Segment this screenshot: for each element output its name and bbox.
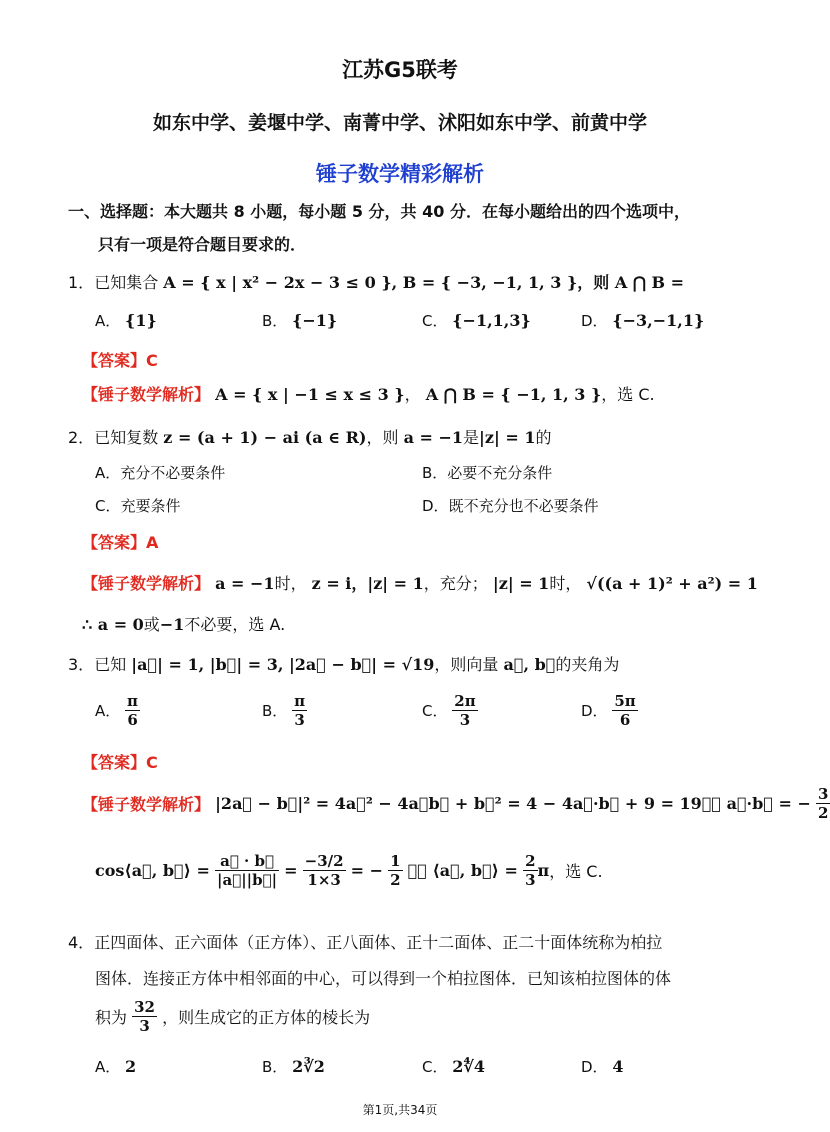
option-b: B．必要不充分条件 [422, 464, 553, 482]
page-title: 江苏G5联考 [342, 58, 458, 82]
school-list: 如东中学、姜堰中学、南菁中学、沭阳如东中学、前黄中学 [152, 112, 647, 134]
option-c: C． {−1,1,3} [422, 311, 531, 330]
option-d: D． 4 [581, 1057, 624, 1076]
analysis-line-2: cos⟨a⃗, b⃗⟩ = $\frac{a⃗ \cdot b⃗}{|a⃗||b⃗|}$ = $\frac{-3/2}{1\times 3}$ = − $\frac{1}{2}$ ，∴ ⟨a⃗, b⃗⟩ = $\frac{2}{3}$ π，选 C. [95, 852, 603, 889]
question-4-stem-line3: 积为 $\frac{32}{3}$ ，则生成它的正方体的棱长为 [95, 998, 371, 1035]
option-c: C．充要条件 [95, 497, 181, 515]
answer-line: 【答案】A [82, 533, 159, 552]
analysis-tag: 【锤子数学解析】 [82, 385, 211, 404]
option-d: D． $\frac{5\pi}{6}$ [581, 692, 636, 729]
question-number: 4． [68, 933, 95, 952]
option-c: C． 2∜4 [422, 1057, 486, 1076]
math-expression: A = { x | x² − 2x − 3 ≤ 0 }, B = { −3, −1, 1, 3 } [163, 273, 578, 292]
analysis-tag: 【锤子数学解析】 [82, 795, 211, 814]
option-a: A． $\frac{\pi}{6}$ [95, 692, 139, 729]
analysis-line: 【锤子数学解析】 |2a⃗ − b⃗|² = 4a⃗² − 4a⃗b⃗ + b⃗² = 4 − 4a⃗·b⃗ + 9 = 19，∴ a⃗·b⃗ = − $\frac{3}{2}$ [82, 785, 829, 822]
option-b: B． 2∛2 [262, 1057, 325, 1076]
option-b: B． $\frac{\pi}{3}$ [262, 692, 306, 729]
math-expression: ，则 A ⋂ B = [577, 273, 685, 292]
option-c: C． $\frac{2\pi}{3}$ [422, 692, 476, 729]
question-number: 1． [68, 273, 95, 292]
question-number: 2． [68, 428, 95, 447]
option-b: B． {−1} [262, 311, 338, 330]
analysis-line: 【锤子数学解析】 a = −1时， z = i，|z| = 1，充分； |z| = 1时， √((a + 1)² + a²) = 1 [82, 574, 758, 593]
section-heading-line1: 一、选择题：本大题共 8 小题，每小题 5 分，共 40 分．在每小题给出的四个选项中， [68, 202, 690, 221]
option-a: A． {1} [95, 311, 157, 330]
section-heading-line2: 只有一项是符合题目要求的． [98, 235, 307, 254]
question-4-stem: 4．正四面体、正六面体（正方体）、正八面体、正十二面体、正二十面体统称为柏拉 [68, 933, 663, 952]
page-footer: 第1页,共34页 [362, 1103, 438, 1117]
question-1-stem [68, 270, 684, 293]
analysis-tag: 【锤子数学解析】 [82, 574, 211, 593]
answer-line: 【答案】C [82, 351, 158, 370]
question-4-stem-line2: 图体．连接正方体中相邻面的中心，可以得到一个柏拉图体．已知该柏拉图体的体 [95, 969, 672, 988]
analysis-line-2: ∴ a = 0或−1不必要，选 A. [82, 615, 286, 634]
question-number: 3． [68, 655, 95, 674]
page-subtitle: 锤子数学精彩解析 [316, 162, 484, 186]
option-a: A． 2 [95, 1057, 137, 1076]
option-a: A．充分不必要条件 [95, 464, 226, 482]
question-3-stem: 3．已知 |a⃗| = 1, |b⃗| = 3, |2a⃗ − b⃗| = √19，则向量 a⃗, b⃗的夹角为 [68, 655, 620, 674]
question-2-stem: 2．已知复数 z = (a + 1) − ai (a ∈ R)，则 a = −1是|z| = 1的 [68, 428, 552, 447]
question-text: 已知集合 [94, 273, 159, 292]
analysis-line: 【锤子数学解析】 A = { x | −1 ≤ x ≤ 3 }， A ⋂ B = { −1, 1, 3 }，选 C. [82, 385, 655, 404]
option-d: D． {−3,−1,1} [581, 311, 705, 330]
answer-line: 【答案】C [82, 753, 158, 772]
option-d: D．既不充分也不必要条件 [422, 497, 599, 515]
